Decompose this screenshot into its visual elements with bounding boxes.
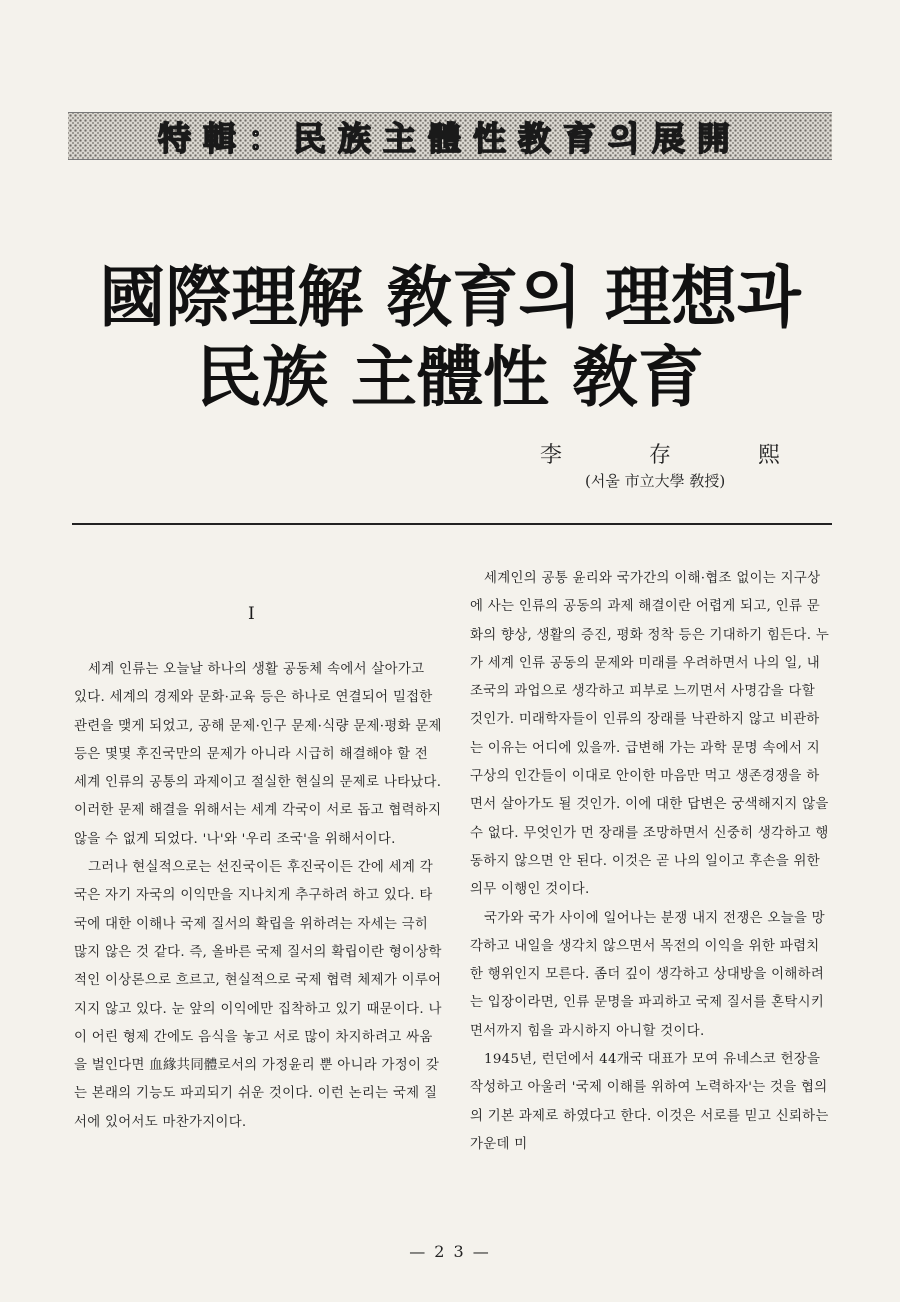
paragraph: 세계인의 공통 윤리와 국가간의 이해·협조 없이는 지구상에 사는 인류의 공동의 과제 해결이란 어렵게 되고, 인류 문화의 향상, 생활의 증진, 평화 정착 등은 기대하기 힘든다. 누가 세계 인류 공동의 문제와 미래를 우려하면서 나의 일, 내 조국의 과업으로 생각하고 피부로 느끼면서 사명감을 다할 것인가. 미래학자들이 인류의 장래를 낙관하지 않고 비관하는 이유는 어디에 있을까. 급변해 가는 과학 문명 속에서 지구상의 인간들이 이대로 안이한 마음만 먹고 생존경쟁을 하면서 살아가도 될 것인가. 이에 대한 답변은 궁색해지지 않을 수 없다. 무엇인가 먼 장래를 조망하면서 신중히 생각하고 행동하지 않으면 안 된다. 이것은 곧 나의 일이고 후손을 위한 의무 이행인 것이다. bbox=[470, 571, 830, 898]
left-column bbox=[74, 656, 442, 1137]
paragraph: 세계 인류는 오늘날 하나의 생활 공동체 속에서 살아가고 있다. 세계의 경제와 문화·교육 등은 하나로 연결되어 밀접한 관련을 맺게 되었고, 공해 문제·인구 문제·식량 문제·평화 문제 등은 몇몇 후진국만의 문제가 아니라 시급히 해결해야 할 전 세계 인류의 공통의 과제이고 절실한 현실의 문제로 나타났다. 이러한 문제 해결을 위해서는 세계 각국이 서로 돕고 협력하지 않을 수 없게 되었다. '나'와 '우리 조국'을 위해서이다. bbox=[74, 662, 442, 847]
article-title bbox=[60, 258, 840, 418]
right-column bbox=[470, 565, 832, 1159]
title-line-2: 民族 主體性 敎育 bbox=[196, 339, 704, 416]
feature-banner bbox=[68, 112, 832, 160]
author-name bbox=[540, 438, 780, 469]
header-divider bbox=[72, 523, 832, 525]
paragraph: 그러나 현실적으로는 선진국이든 후진국이든 간에 세계 각국은 자기 자국의 이익만을 지나치게 추구하려 하고 있다. 타국에 대한 이해나 국제 질서의 확립을 위하려는 자세는 극히 많지 않은 것 같다. 즉, 올바른 국제 질서의 확립이란 형이상학적인 이상론으로 흐르고, 현실적으로 국제 협력 체제가 이루어지지 않고 있다. 눈 앞의 이익에만 집착하고 있기 때문이다. 나이 어린 형제 간에도 음식을 놓고 서로 많이 차지하려고 싸움을 벌인다면 血緣共同體로서의 가정윤리 뿐 아니라 가정이 갖는 본래의 기능도 파괴되기 쉬운 것이다. 이런 논리는 국제 질서에 있어서도 마찬가지이다. bbox=[74, 860, 442, 1130]
banner-title: 特輯：民族主體性教育의展開 bbox=[158, 118, 742, 158]
author-name-char: 李 bbox=[540, 443, 563, 468]
author-name-char: 存 bbox=[648, 443, 671, 468]
paragraph: 1945년, 런던에서 44개국 대표가 모여 유네스코 헌장을 작성하고 아울러 '국제 이해를 위하여 노력하자'는 것을 협의의 기본 과제로 하였다고 한다. 이것은 서로를 믿고 신뢰하는 가운데 미 bbox=[470, 1052, 829, 1152]
author-affiliation: (서울 市立大學 敎授) bbox=[585, 472, 726, 490]
section-number: I bbox=[248, 604, 255, 624]
page-number: — 2 3 — bbox=[409, 1242, 491, 1261]
author-name-char: 熙 bbox=[757, 443, 780, 468]
paragraph: 국가와 국가 사이에 일어나는 분쟁 내지 전쟁은 오늘을 망각하고 내일을 생각치 않으면서 목전의 이익을 위한 파렴치한 행위인지 모른다. 좀더 깊이 생각하고 상대방을 이해하려는 입장이라면, 인류 문명을 파괴하고 국제 질서를 혼탁시키면서까지 힘을 과시하지 아니할 것이다. bbox=[470, 910, 825, 1039]
title-line-1: 國際理解 敎育의 理想과 bbox=[99, 259, 801, 336]
